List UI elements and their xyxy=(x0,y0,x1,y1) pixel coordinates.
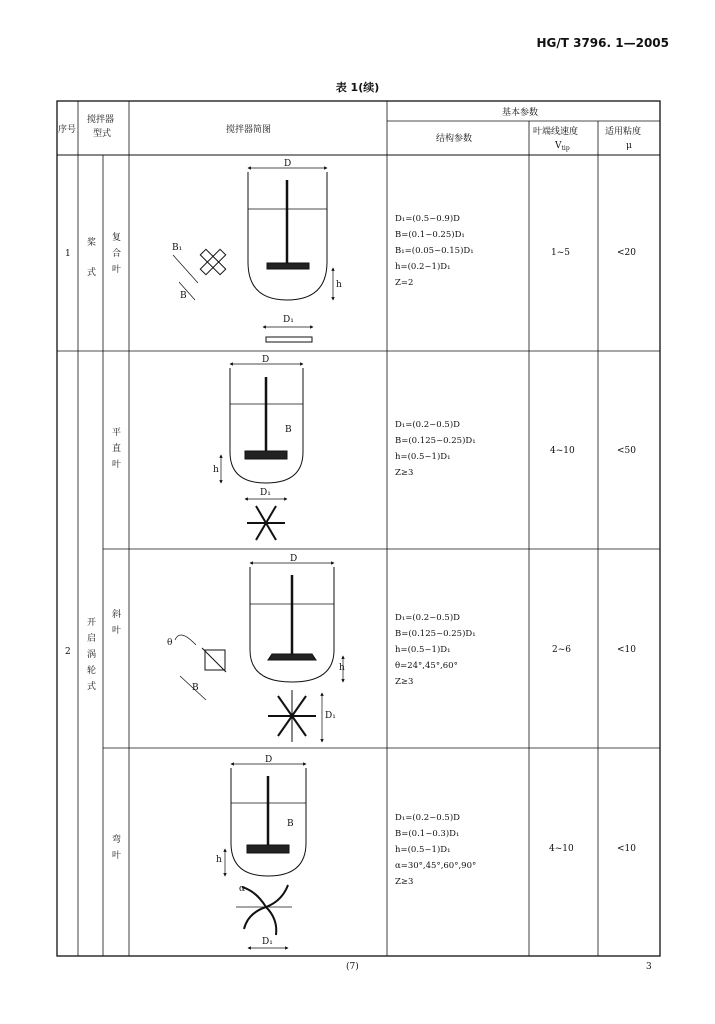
svg-text:D: D xyxy=(265,755,273,765)
row1-group-2: 式 xyxy=(87,268,97,278)
sketch-flat-turbine xyxy=(213,355,303,540)
svg-text:θ: θ xyxy=(167,638,173,648)
svg-text:D₁=(0.2~0.5)D: D₁=(0.2~0.5)D xyxy=(395,813,460,823)
row1-group-1: 桨 xyxy=(87,238,97,248)
row1-subtype-2: 合 xyxy=(112,249,122,259)
svg-text:h=(0.5~1)D₁: h=(0.5~1)D₁ xyxy=(395,845,451,855)
svg-text:Z≥3: Z≥3 xyxy=(395,877,414,887)
svg-text:h=(0.2~1)D₁: h=(0.2~1)D₁ xyxy=(395,262,451,272)
row3-params xyxy=(395,612,476,687)
row3-subtype-1: 斜 xyxy=(112,610,122,620)
row1-subtype-3: 叶 xyxy=(112,265,122,275)
col-visc-header-2: μ xyxy=(626,141,632,151)
row2-subtype-2: 直 xyxy=(112,444,122,454)
svg-text:h=(0.5~1)D₁: h=(0.5~1)D₁ xyxy=(395,645,451,655)
group2-char-3: 涡 xyxy=(87,650,97,660)
svg-text:B: B xyxy=(192,683,199,693)
row4-speed: 4~10 xyxy=(549,844,574,854)
group2-char-5: 式 xyxy=(87,682,97,692)
col-basic-params-header: 基本参数 xyxy=(502,108,539,118)
svg-text:B: B xyxy=(287,819,294,829)
row3-viscosity: <10 xyxy=(617,645,636,655)
row1-speed: 1~5 xyxy=(551,248,570,258)
group2-char-1: 开 xyxy=(87,618,97,628)
row3-subtype-2: 叶 xyxy=(112,626,122,636)
svg-text:B: B xyxy=(180,291,187,301)
row4-params xyxy=(395,812,476,887)
svg-text:h: h xyxy=(339,663,345,673)
svg-text:h: h xyxy=(216,855,222,865)
svg-text:B=(0.125~0.25)D₁: B=(0.125~0.25)D₁ xyxy=(395,436,476,446)
row2-viscosity: <50 xyxy=(617,446,636,456)
col-speed-header-1: 叶端线速度 xyxy=(533,127,579,137)
row4-viscosity: <10 xyxy=(617,844,636,854)
standard-code: HG/T 3796. 1—2005 xyxy=(536,36,669,50)
svg-text:B₁: B₁ xyxy=(172,243,183,253)
page-number-inner: (7) xyxy=(346,962,359,972)
svg-text:Z≥3: Z≥3 xyxy=(395,677,414,687)
svg-text:Z≥3: Z≥3 xyxy=(395,468,414,478)
sketch-curved-turbine xyxy=(216,755,306,948)
row3-seq: 2 xyxy=(65,647,71,657)
svg-text:h: h xyxy=(213,465,219,475)
row4-subtype-1: 弯 xyxy=(112,835,122,845)
sketch-pitched-turbine xyxy=(167,554,345,742)
svg-text:D₁: D₁ xyxy=(260,488,271,498)
col-visc-header-1: 适用粘度 xyxy=(605,127,642,137)
svg-text:B=(0.1~0.3)D₁: B=(0.1~0.3)D₁ xyxy=(395,829,460,839)
svg-text:α=30°,45°,60°,90°: α=30°,45°,60°,90° xyxy=(395,861,477,871)
col-type-header-1: 搅拌器 xyxy=(87,115,115,125)
svg-text:B: B xyxy=(285,425,292,435)
svg-text:D: D xyxy=(284,159,292,169)
col-type-header-2: 型式 xyxy=(93,129,112,139)
row2-params xyxy=(395,419,476,478)
svg-text:h=(0.5~1)D₁: h=(0.5~1)D₁ xyxy=(395,452,451,462)
svg-text:θ=24°,45°,60°: θ=24°,45°,60° xyxy=(395,661,458,671)
col-seq-header: 序号 xyxy=(58,125,77,135)
svg-text:D: D xyxy=(290,554,298,564)
group2-char-2: 启 xyxy=(87,634,97,644)
row2-speed: 4~10 xyxy=(550,446,575,456)
svg-text:h: h xyxy=(336,280,342,290)
svg-text:D₁: D₁ xyxy=(262,937,273,947)
row1-viscosity: <20 xyxy=(617,248,636,258)
col-speed-header-2: $V_{tip}$ xyxy=(555,141,570,152)
svg-text:α: α xyxy=(239,884,246,894)
col-struct-header: 结构参数 xyxy=(436,134,473,144)
row3-speed: 2~6 xyxy=(552,645,571,655)
svg-text:B=(0.125~0.25)D₁: B=(0.125~0.25)D₁ xyxy=(395,629,476,639)
svg-text:D₁=(0.2~0.5)D: D₁=(0.2~0.5)D xyxy=(395,420,460,430)
row2-subtype-1: 平 xyxy=(112,428,122,438)
svg-text:B₁=(0.05~0.15)D₁: B₁=(0.05~0.15)D₁ xyxy=(395,246,474,256)
row1-params xyxy=(395,213,474,288)
page-number: 3 xyxy=(646,962,652,972)
svg-text:D₁=(0.2~0.5)D: D₁=(0.2~0.5)D xyxy=(395,613,460,623)
svg-text:B=(0.1~0.25)D₁: B=(0.1~0.25)D₁ xyxy=(395,230,465,240)
svg-text:Z=2: Z=2 xyxy=(395,278,414,288)
row1-subtype-1: 复 xyxy=(112,233,122,243)
group2-char-4: 轮 xyxy=(87,666,97,676)
svg-text:D: D xyxy=(262,355,270,365)
col-sketch-header: 搅拌器简图 xyxy=(226,125,272,135)
svg-text:D₁: D₁ xyxy=(283,315,294,325)
row4-subtype-2: 叶 xyxy=(112,851,122,861)
row1-seq: 1 xyxy=(65,249,71,259)
svg-text:D₁=(0.5~0.9)D: D₁=(0.5~0.9)D xyxy=(395,214,460,224)
svg-text:D₁: D₁ xyxy=(325,711,336,721)
table-caption: 表 1(续) xyxy=(335,81,380,94)
row2-subtype-3: 叶 xyxy=(112,460,122,470)
sketch-compound-paddle xyxy=(172,159,342,342)
